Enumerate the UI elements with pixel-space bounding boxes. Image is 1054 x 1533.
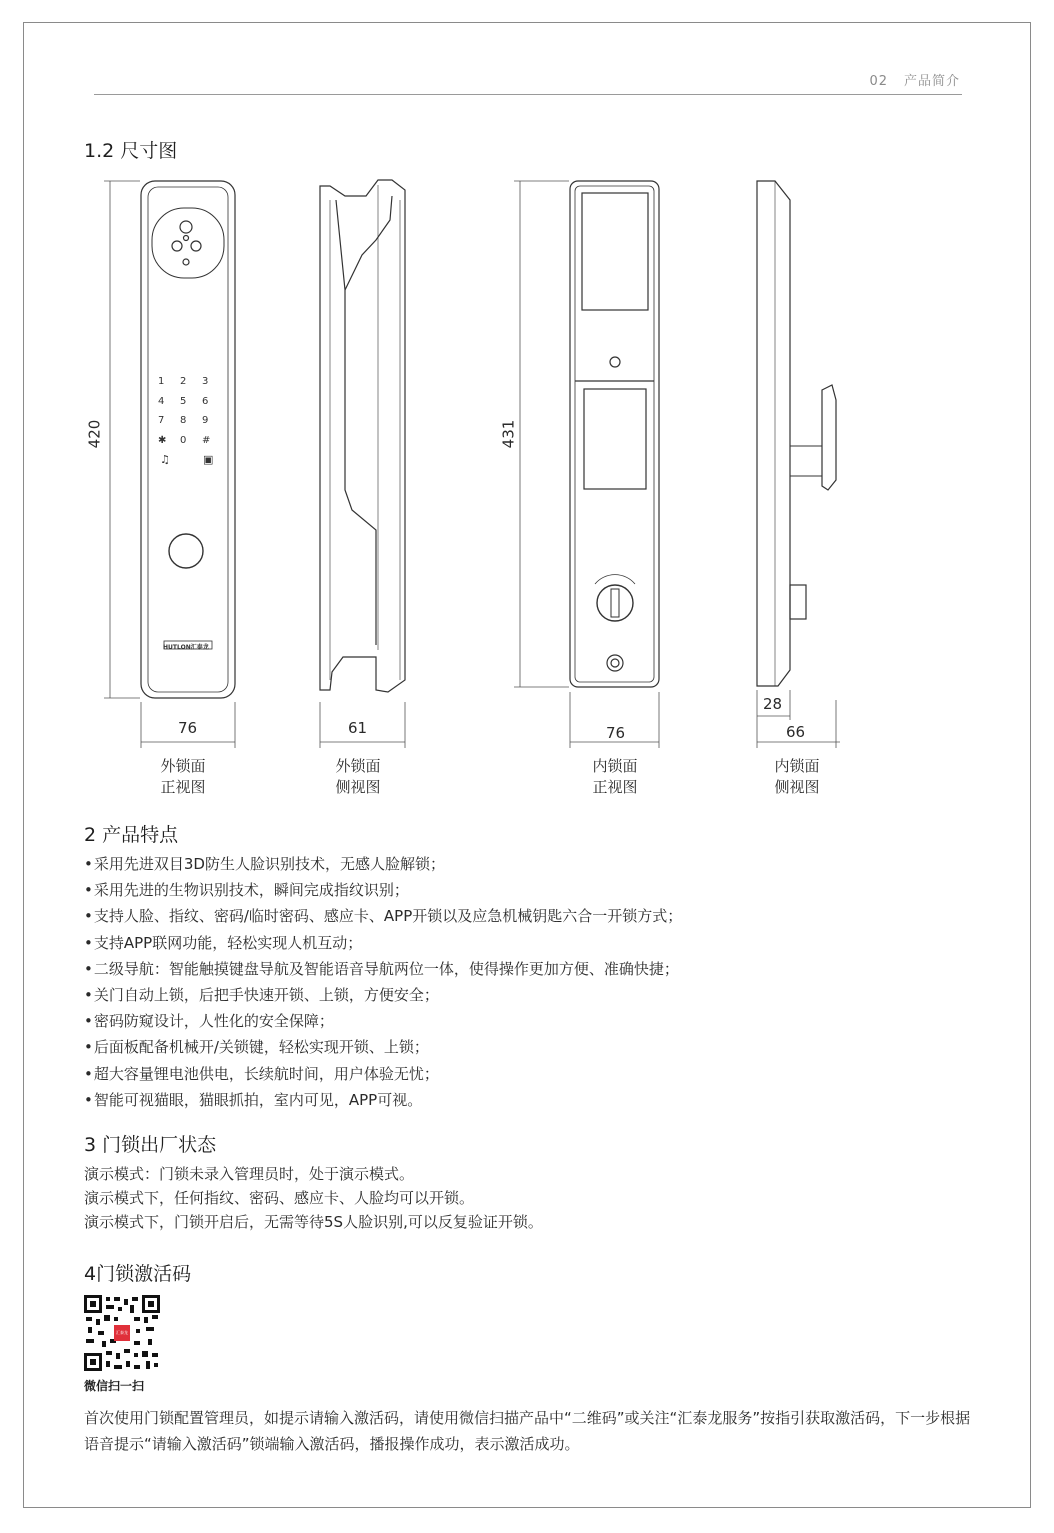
key-star: ✱ xyxy=(158,434,167,446)
dim-width-inner-side: 66 xyxy=(786,723,806,741)
dim-height-inner: 431 xyxy=(499,419,518,449)
caption-line: 侧视图 xyxy=(774,778,820,796)
activation-heading: 4门锁激活码 xyxy=(84,1263,192,1285)
dim-width-inner-front: 76 xyxy=(606,724,626,742)
qr-badge: 汇泰龙 xyxy=(116,1330,128,1335)
dim-width-outer-front: 76 xyxy=(178,719,198,737)
key-7: 7 xyxy=(158,415,165,426)
keypad xyxy=(158,372,218,450)
lock-icon: ▣ xyxy=(203,453,214,466)
dimensions-heading: 1.2 尺寸图 xyxy=(84,140,178,162)
key-5: 5 xyxy=(180,395,187,407)
page-number: 02 xyxy=(869,74,888,89)
features-list xyxy=(84,851,682,1113)
key-8: 8 xyxy=(180,415,187,426)
feature-item: • 密码防窥设计，人性化的安全保障； xyxy=(84,1008,682,1034)
section-title: 产品简介 xyxy=(903,74,960,89)
activation-text: 首次使用门锁配置管理员，如提示请输入激活码，请使用微信扫描产品中“二维码”或关注“汇泰龙服务”按指引获取激活码，下一步根据语音提示“请输入激活码”锁端输入激活码，播报操作成功，表示激活成功。 xyxy=(84,1409,971,1453)
feature-item: • 智能可视猫眼，猫眼抓拍，室内可见，APP可视。 xyxy=(84,1087,682,1113)
key-2: 2 xyxy=(180,376,187,387)
factory-state-heading: 3 门锁出厂状态 xyxy=(84,1134,217,1156)
caption-line: 正视图 xyxy=(160,778,206,796)
feature-item: • 关门自动上锁，后把手快速开锁、上锁，方便安全； xyxy=(84,982,682,1008)
feature-item: • 后面板配备机械开/关锁键，轻松实现开锁、上锁； xyxy=(84,1034,682,1060)
caption-line: 正视图 xyxy=(592,778,638,796)
caption-inner-front xyxy=(570,756,660,798)
dim-width-outer-side: 61 xyxy=(348,719,368,737)
factory-state-line: 演示模式下，任何指纹、密码、感应卡、人脸均可以开锁。 xyxy=(84,1189,475,1207)
outer-side-view xyxy=(320,180,405,692)
key-9: 9 xyxy=(202,415,209,426)
qr-code[interactable] xyxy=(84,1295,160,1371)
caption-outer-side xyxy=(313,756,403,798)
caption-line: 侧视图 xyxy=(335,778,381,796)
bell-icon: ♫ xyxy=(160,453,170,466)
feature-item: • 超大容量锂电池供电，长续航时间，用户体验无忧； xyxy=(84,1061,682,1087)
dim-depth-small: 28 xyxy=(763,695,783,713)
key-hash: # xyxy=(202,434,211,446)
feature-item: • 支持人脸、指纹、密码/临时密码、感应卡、APP开锁以及应急机械钥匙六合一开锁方式； xyxy=(84,903,682,929)
key-6: 6 xyxy=(202,395,209,407)
factory-state-line: 演示模式下，门锁开启后，无需等待5S人脸识别,可以反复验证开锁。 xyxy=(84,1213,543,1231)
key-0: 0 xyxy=(180,434,187,446)
features-heading: 2 产品特点 xyxy=(84,824,179,846)
caption-inner-side xyxy=(752,756,842,798)
key-3: 3 xyxy=(202,376,209,387)
caption-line: 外锁面 xyxy=(335,757,381,775)
feature-item: • 二级导航：智能触摸键盘导航及智能语音导航两位一体，使得操作更加方便、准确快捷； xyxy=(84,956,682,982)
caption-line: 外锁面 xyxy=(160,757,206,775)
dim-height-outer: 420 xyxy=(85,419,104,449)
key-1: 1 xyxy=(158,376,165,387)
caption-line: 内锁面 xyxy=(592,757,638,775)
inner-side-view xyxy=(757,181,836,686)
caption-outer-front xyxy=(138,756,228,798)
feature-item: • 支持APP联网功能，轻松实现人机互动； xyxy=(84,930,682,956)
inner-front-view xyxy=(570,181,659,687)
caption-line: 内锁面 xyxy=(774,757,820,775)
dimension-lines xyxy=(104,181,840,748)
key-4: 4 xyxy=(158,395,165,407)
brand-logo: HUTLON汇泰龙 xyxy=(163,644,209,651)
feature-item: • 采用先进的生物识别技术，瞬间完成指纹识别； xyxy=(84,877,682,903)
feature-item: • 采用先进双目3D防生人脸识别技术，无感人脸解锁； xyxy=(84,851,682,877)
qr-caption: 微信扫一扫 xyxy=(84,1379,145,1393)
factory-state-line: 演示模式：门锁未录入管理员时，处于演示模式。 xyxy=(84,1165,415,1183)
